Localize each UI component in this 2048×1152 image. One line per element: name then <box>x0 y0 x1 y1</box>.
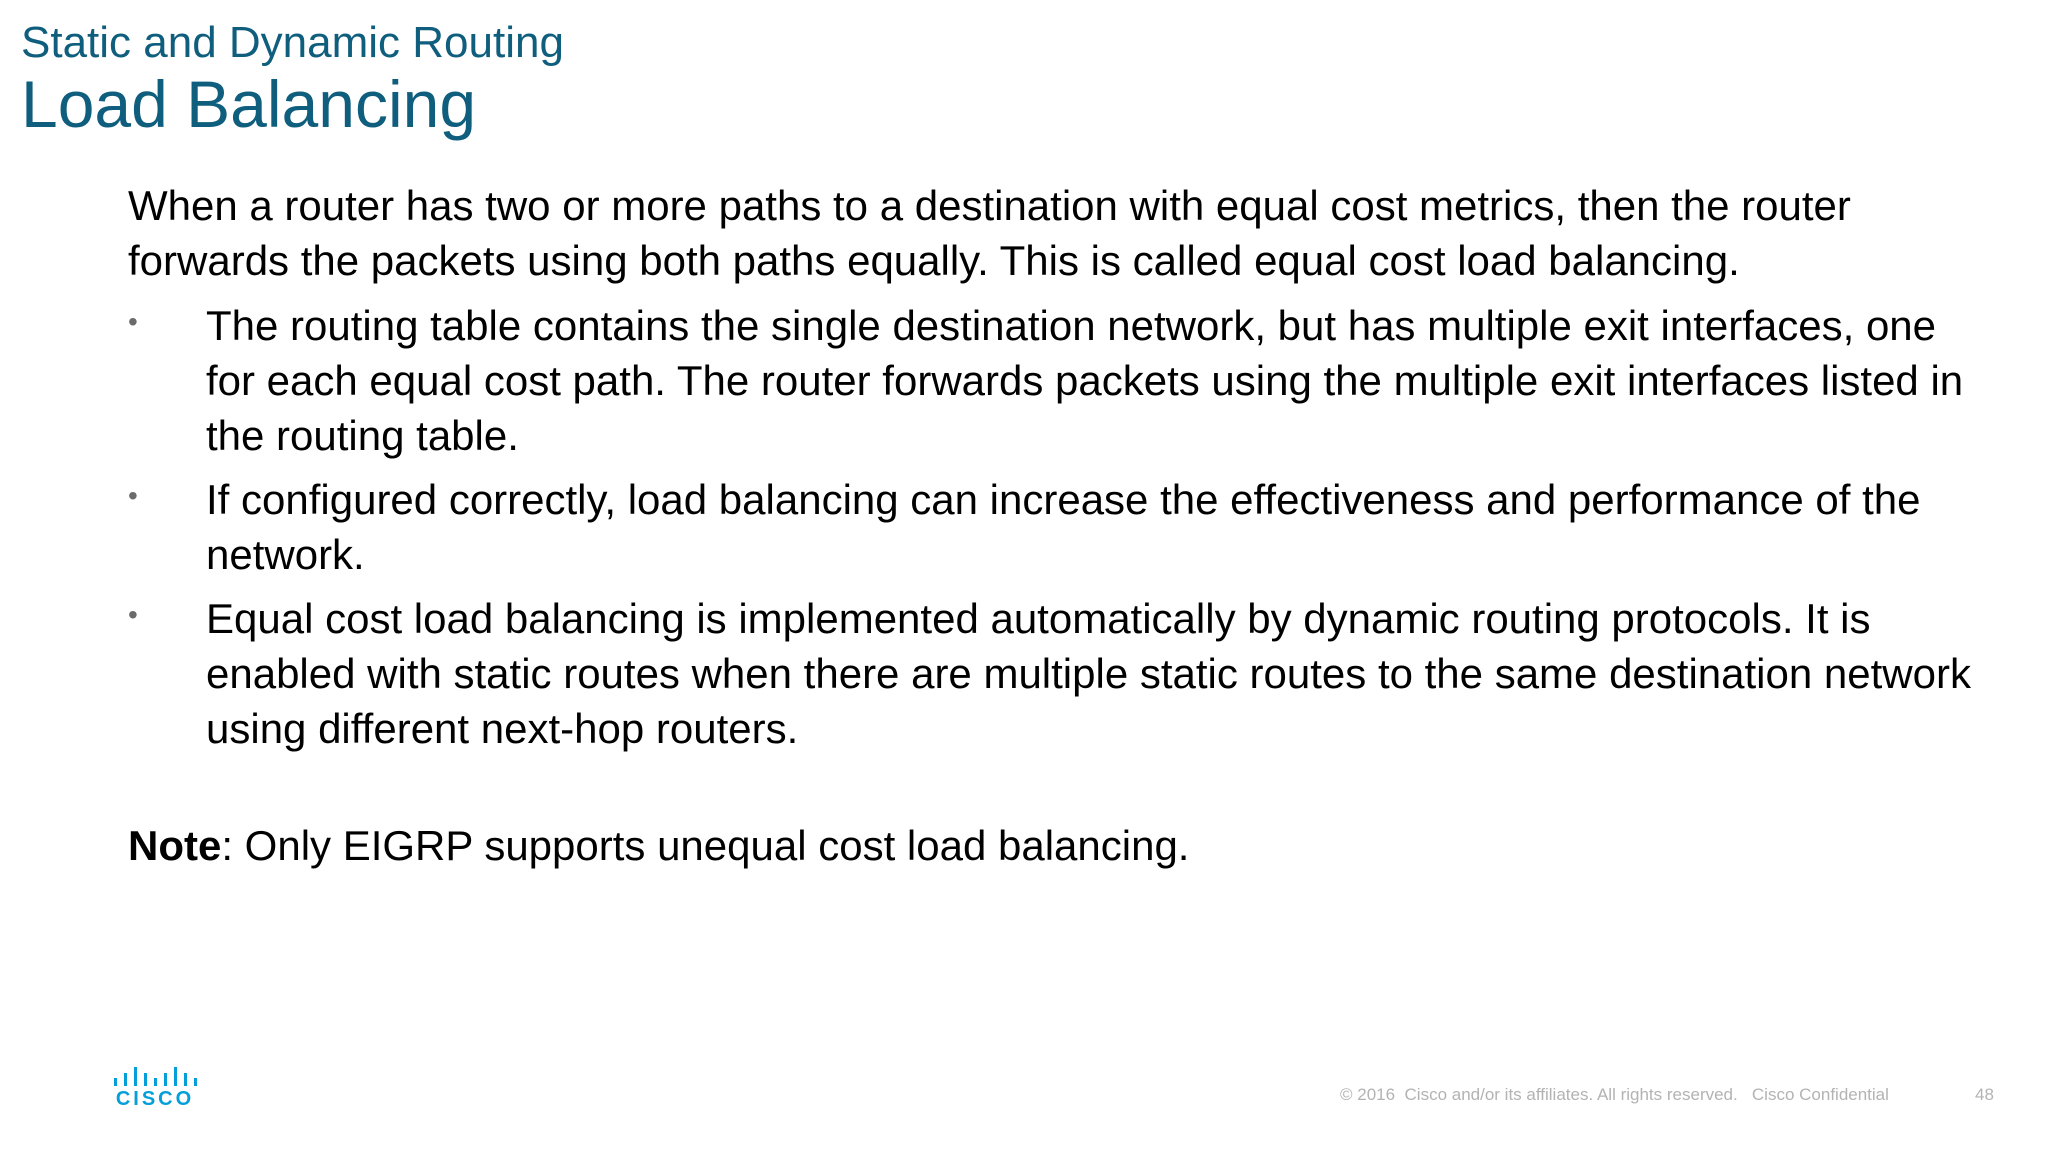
bullet-text: Equal cost load balancing is implemented automatically by dynamic routing protocols. It is enabled with static routes when there are multiple static routes to the same destination network using different next-hop routers. <box>206 595 1971 752</box>
cisco-bars-icon <box>112 1066 198 1088</box>
bullet-icon: • <box>128 306 138 337</box>
bullet-list <box>128 298 1988 756</box>
page-number: 48 <box>1975 1085 1994 1104</box>
bullet-text: The routing table contains the single destination network, but has multiple exit interfaces, one for each equal cost path. The router forwards packets using the multiple exit interfaces listed in the routing table. <box>206 302 1964 459</box>
slide-body <box>128 178 1988 915</box>
bullet-item <box>128 591 1988 756</box>
slide-title: Load Balancing <box>21 66 477 141</box>
slide-header <box>21 18 564 141</box>
slide-subtitle: Static and Dynamic Routing <box>21 18 564 67</box>
bullet-icon: • <box>128 480 138 511</box>
note-label: Note <box>128 822 222 869</box>
bullet-icon: • <box>128 599 138 630</box>
copyright-notice: © 2016 Cisco and/or its affiliates. All rights reserved. Cisco Confidential <box>1340 1085 1889 1104</box>
note-paragraph <box>128 818 1988 873</box>
bullet-item <box>128 298 1988 463</box>
intro-paragraph: When a router has two or more paths to a destination with equal cost metrics, then the router forwards the packets using both paths equally. This is called equal cost load balancing. <box>128 182 1851 284</box>
cisco-wordmark: CISCO <box>115 1088 195 1110</box>
note-text: : Only EIGRP supports unequal cost load balancing. <box>221 822 1190 869</box>
bullet-item <box>128 472 1988 582</box>
bullet-text: If configured correctly, load balancing can increase the effectiveness and performance of the network. <box>206 476 1921 578</box>
cisco-logo <box>112 1066 198 1110</box>
